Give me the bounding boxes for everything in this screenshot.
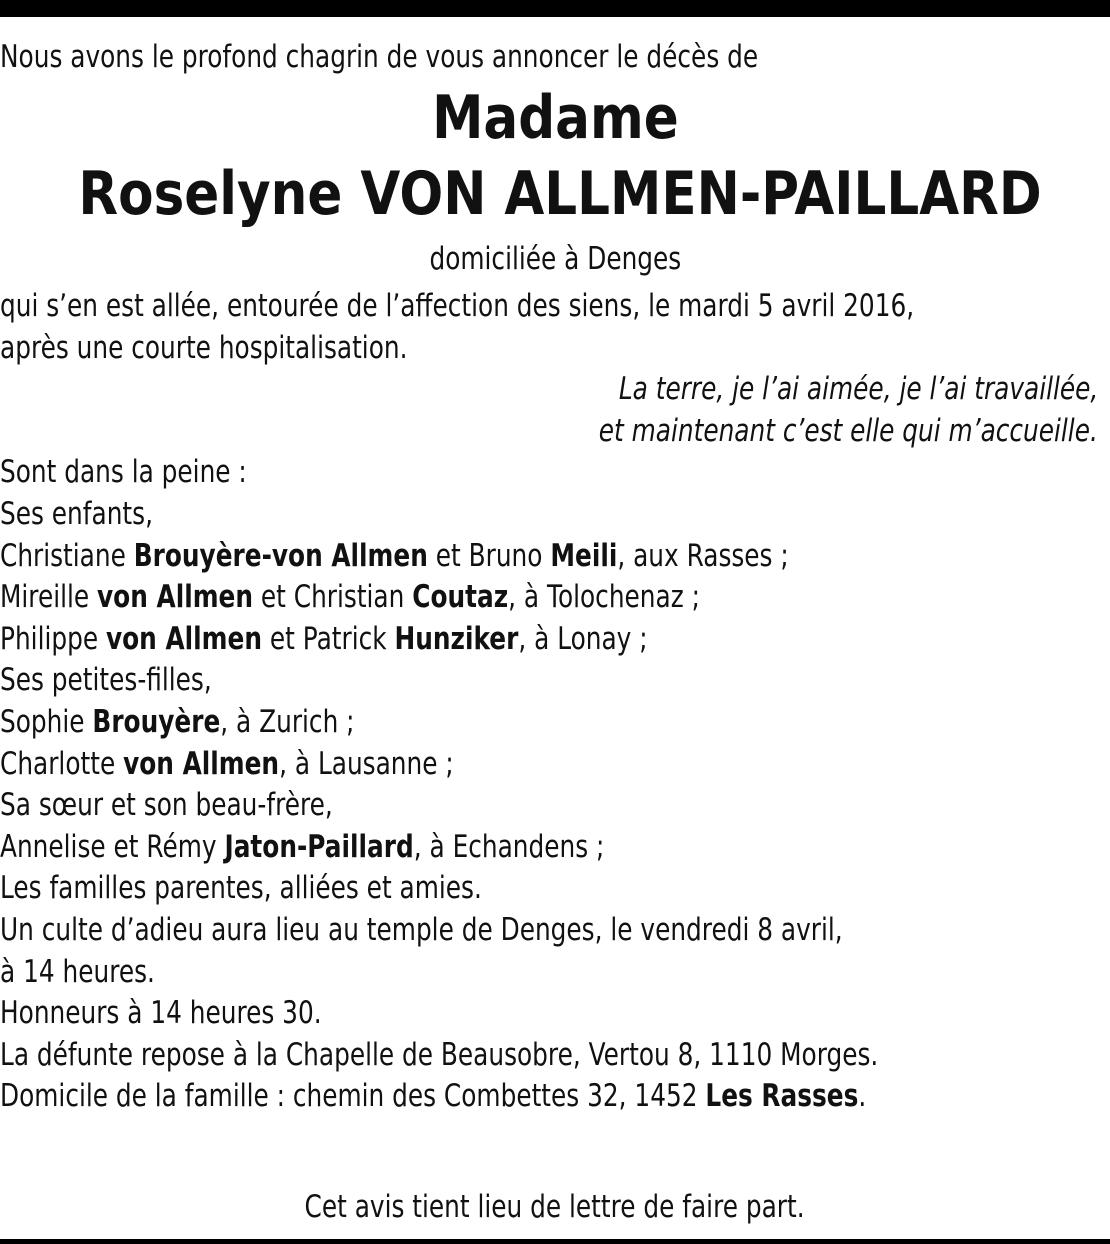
granddaughter-location: , à Zurich ; xyxy=(220,703,355,740)
quote-text-1: La terre, je l’ai aimée, je l’ai travaillée, xyxy=(618,371,1098,408)
sister-label: Sa sœur et son beau-frère, xyxy=(0,787,333,824)
mourners-intro: Sont dans la peine : xyxy=(0,454,247,491)
partner-surname: Coutaz xyxy=(412,579,509,616)
honorific-title xyxy=(0,80,1110,156)
top-border xyxy=(0,0,1110,17)
domicile-address: Domicile de la famille : chemin des Combettes 32, 1452 xyxy=(0,1078,706,1115)
announcement-line-2: après une courte hospitalisation. xyxy=(0,329,408,366)
quote-text-2: et maintenant c’est elle qui m’accueille. xyxy=(598,412,1098,449)
granddaughters-label: Ses petites-filles, xyxy=(0,662,212,699)
granddaughter-first-name: Sophie xyxy=(0,703,93,740)
granddaughter-entry xyxy=(0,702,888,744)
intro-line: Nous avons le profond chagrin de vous annoncer le décès de xyxy=(0,39,759,75)
domicile-period: . xyxy=(858,1078,867,1115)
child-entry xyxy=(0,536,888,578)
domicile-locality: Les Rasses xyxy=(705,1078,859,1115)
child-entry xyxy=(0,619,888,661)
child-first-name: Philippe xyxy=(0,620,106,657)
child-conjunction: et Patrick xyxy=(261,620,395,657)
announcement-line-1: qui s’en est allée, entourée de l’affection des siens, le mardi 5 avril 2016, xyxy=(0,288,915,324)
child-surname: von Allmen xyxy=(105,620,262,657)
partner-surname: Meili xyxy=(550,537,618,574)
child-location: , à Tolochenaz ; xyxy=(508,579,700,616)
granddaughter-surname: Brouyère xyxy=(92,703,221,740)
child-first-name: Christiane xyxy=(0,537,134,574)
sister-entry xyxy=(0,827,888,869)
children-label: Ses enfants, xyxy=(0,495,153,532)
quote-line-1 xyxy=(0,369,1110,411)
granddaughter-location: , à Lausanne ; xyxy=(279,745,454,782)
service-line-2: à 14 heures. xyxy=(0,953,155,990)
child-conjunction: et Christian xyxy=(253,579,413,616)
closing-text: Cet avis tient lieu de lettre de faire part. xyxy=(304,1189,806,1225)
residence-line xyxy=(0,232,1110,286)
child-first-name: Mireille xyxy=(0,579,98,616)
sister-first-names: Annelise et Rémy xyxy=(0,828,225,865)
repose-line: La défunte repose à la Chapelle de Beausobre, Vertou 8, 1110 Morges. xyxy=(0,1036,879,1073)
child-entry xyxy=(0,577,888,619)
partner-surname: Hunziker xyxy=(394,620,519,657)
child-conjunction: et Bruno xyxy=(427,537,551,574)
closing-line xyxy=(0,1180,1110,1234)
closing-block xyxy=(0,1180,1110,1234)
child-surname: von Allmen xyxy=(97,579,254,616)
child-location: , à Lonay ; xyxy=(518,620,648,657)
granddaughter-first-name: Charlotte xyxy=(0,745,124,782)
child-location: , aux Rasses ; xyxy=(617,537,789,574)
deceased-name-text: Roselyne VON ALLMEN-PAILLARD xyxy=(78,159,1042,229)
granddaughter-entry xyxy=(0,744,888,786)
sister-location: , à Echandens ; xyxy=(413,828,605,865)
families-line: Les familles parentes, alliées et amies. xyxy=(0,870,482,907)
child-surname: Brouyère-von Allmen xyxy=(133,537,428,574)
sister-surname: Jaton-Paillard xyxy=(224,828,414,865)
deceased-name xyxy=(0,156,1110,232)
granddaughter-surname: von Allmen xyxy=(123,745,280,782)
quote-line-2 xyxy=(0,411,1110,453)
obituary-notice xyxy=(0,30,1110,1118)
residence-text: domiciliée à Denges xyxy=(429,241,681,277)
honorific-text: Madame xyxy=(431,83,679,153)
honours-line: Honneurs à 14 heures 30. xyxy=(0,995,322,1032)
bottom-border xyxy=(0,1239,1110,1244)
family-domicile-line xyxy=(0,1076,888,1118)
service-line-1: Un culte d’adieu aura lieu au temple de Denges, le vendredi 8 avril, xyxy=(0,911,843,948)
